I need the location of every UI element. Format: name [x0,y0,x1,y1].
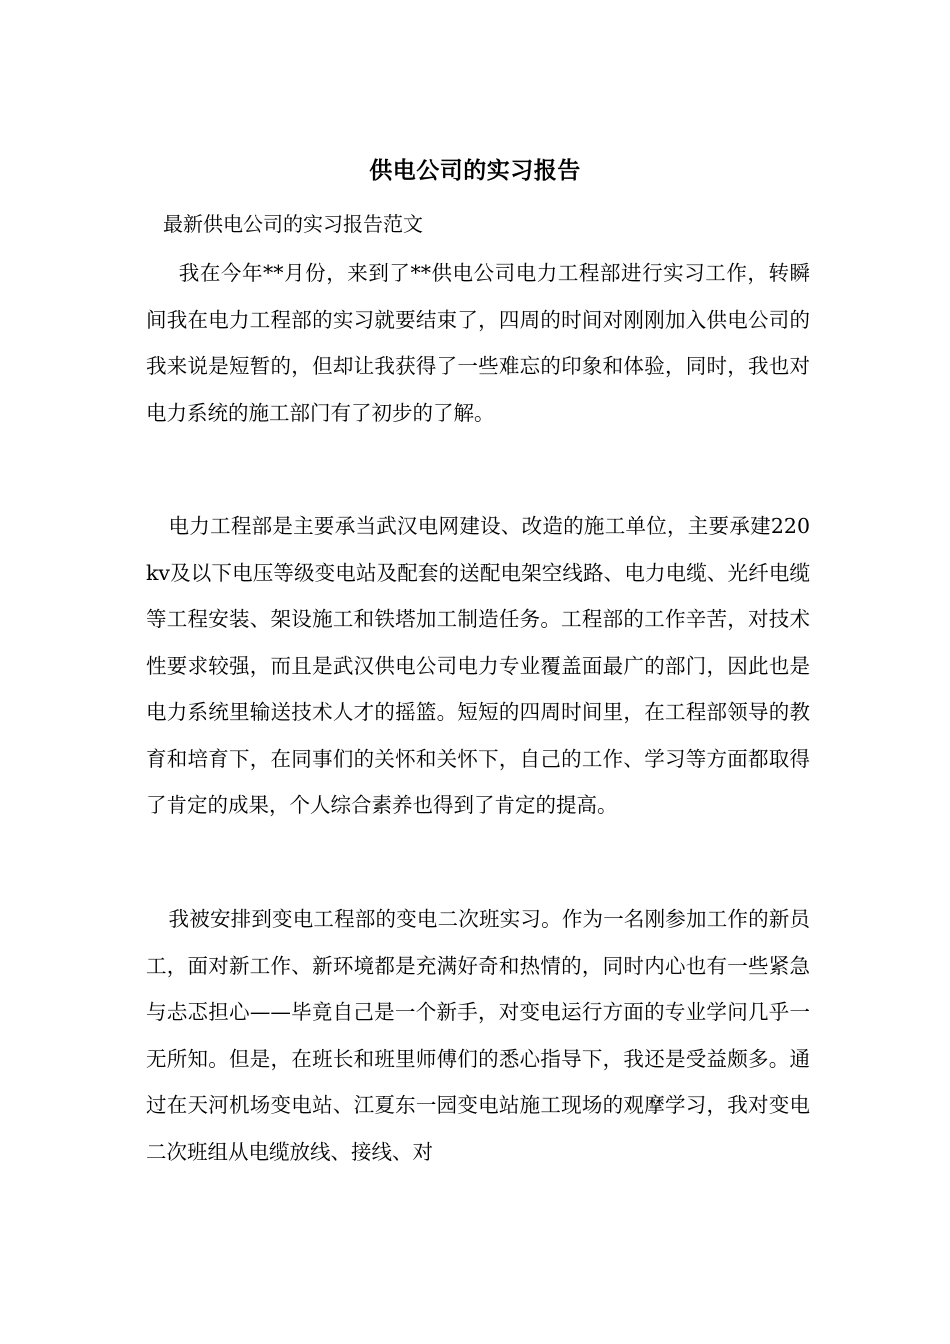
document-subtitle: 最新供电公司的实习报告范文 [163,212,423,236]
paragraph-2: 电力工程部是主要承当武汉电网建设、改造的施工单位，主要承建220kv及以下电压等级变电站及配套的送配电架空线路、电力电缆、光纤电缆等工程安装、架设施工和铁塔加工制造任务。工程部的工作辛苦，对技术性要求较强，而且是武汉供电公司电力专业覆盖面最广的部门，因此也是电力系统里输送技术人才的摇篮。短短的四周时间里，在工程部领导的教育和培育下，在同事们的关怀和关怀下，自己的工作、学习等方面都取得了肯定的成果，个人综合素养也得到了肯定的提高。 [146,514,810,817]
paragraph-1: 我在今年**月份，来到了**供电公司电力工程部进行实习工作，转瞬间我在电力工程部的实习就要结束了，四周的时间对刚刚加入供电公司的我来说是短暂的，但却让我获得了一些难忘的印象和体验，同时，我也对电力系统的施工部门有了初步的了解。 [146,261,810,425]
document-title: 供电公司的实习报告 [369,157,581,184]
paragraph-3: 我被安排到变电工程部的变电二次班实习。作为一名刚参加工作的新员工，面对新工作、新环境都是充满好奇和热情的，同时内心也有一些紧急与忐忑担心——毕竟自己是一个新手，对变电运行方面的专业学问几乎一无所知。但是，在班长和班里师傅们的悉心指导下，我还是受益颇多。通过在天河机场变电站、江夏东一园变电站施工现场的观摩学习，我对变电二次班组从电缆放线、接线、对 [146,907,810,1164]
